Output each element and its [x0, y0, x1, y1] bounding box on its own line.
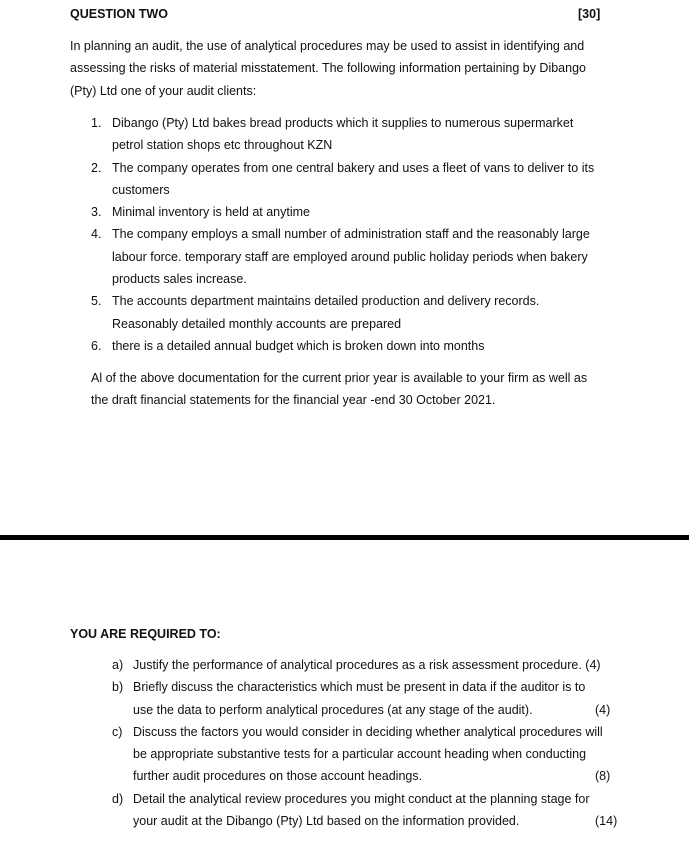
intro-line: assessing the risks of material misstatement. The following information pertaining by Dibango — [70, 61, 586, 76]
required-item-text: be appropriate substantive tests for a particular account heading when conducting — [133, 747, 587, 762]
list-item-text: labour force. temporary staff are employed around public holiday periods when bakery — [112, 249, 588, 264]
required-item — [0, 654, 689, 676]
required-item-letter: c) — [112, 724, 123, 739]
required-item-text: Detail the analytical review procedures you might conduct at the planning stage for — [133, 791, 590, 806]
list-item-number: 5. — [91, 294, 102, 309]
list-item-text: The company operates from one central bakery and uses a fleet of vans to deliver to its — [112, 160, 595, 175]
required-list — [0, 654, 689, 832]
list-item-number: 6. — [91, 338, 102, 353]
required-item-text: your audit at the Dibango (Pty) Ltd based on the information provided. — [133, 814, 520, 829]
required-item-mark: (8) — [595, 769, 611, 784]
required-item-text: Discuss the factors you would consider in deciding whether analytical procedures will — [133, 724, 603, 739]
list-item-text: The accounts department maintains detailed production and delivery records. — [112, 294, 540, 309]
required-item-text: use the data to perform analytical procedures (at any stage of the audit). — [133, 702, 533, 717]
question-title: QUESTION TWO — [70, 7, 168, 21]
list-item-number: 1. — [91, 116, 102, 130]
required-item-mark: (4) — [595, 702, 611, 717]
intro-line: (Pty) Ltd one of your audit clients: — [70, 83, 257, 98]
list-item — [0, 335, 689, 357]
required-item-letter: d) — [112, 791, 124, 806]
required-item — [0, 676, 689, 721]
required-item-letter: a) — [112, 658, 124, 672]
question-marks: [30] — [578, 7, 601, 21]
list-item-number: 2. — [91, 160, 102, 175]
required-item-mark: (14) — [595, 814, 618, 829]
required-item-text: further audit procedures on those account headings. — [133, 769, 423, 784]
info-list — [0, 112, 689, 357]
required-item-text: Justify the performance of analytical procedures as a risk assessment procedure. (4) — [133, 658, 601, 672]
list-item-text: The company employs a small number of administration staff and the reasonably large — [112, 227, 590, 242]
list-item-text: customers — [112, 182, 170, 197]
intro-paragraph — [70, 35, 586, 102]
list-item-text: petrol station shops etc throughout KZN — [112, 138, 333, 153]
closing-line: the draft financial statements for the financial year -end 30 October 2021. — [91, 393, 496, 408]
list-item-text: Dibango (Pty) Ltd bakes bread products which it supplies to numerous supermarket — [112, 116, 574, 130]
list-item — [0, 223, 689, 290]
list-item-text: Reasonably detailed monthly accounts are prepared — [112, 316, 402, 331]
required-item — [0, 788, 689, 833]
list-item-number: 3. — [91, 205, 102, 220]
list-item-number: 4. — [91, 227, 102, 242]
list-item — [0, 157, 689, 202]
required-item-text: Briefly discuss the characteristics which must be present in data if the auditor is to — [133, 680, 586, 695]
required-heading: YOU ARE REQUIRED TO: — [70, 627, 221, 641]
list-item-text: products sales increase. — [112, 272, 247, 287]
required-item-letter: b) — [112, 680, 124, 695]
closing-paragraph — [91, 367, 587, 412]
required-item — [0, 721, 689, 788]
list-item-text: Minimal inventory is held at anytime — [112, 205, 310, 220]
list-item-text: there is a detailed annual budget which is broken down into months — [112, 338, 485, 353]
list-item — [0, 290, 689, 335]
page-break-divider — [0, 535, 689, 540]
list-item — [0, 112, 689, 157]
closing-line: Al of the above documentation for the current prior year is available to your firm as well as — [91, 371, 588, 385]
intro-line: In planning an audit, the use of analytical procedures may be used to assist in identifying and — [70, 39, 585, 53]
list-item — [0, 201, 689, 223]
